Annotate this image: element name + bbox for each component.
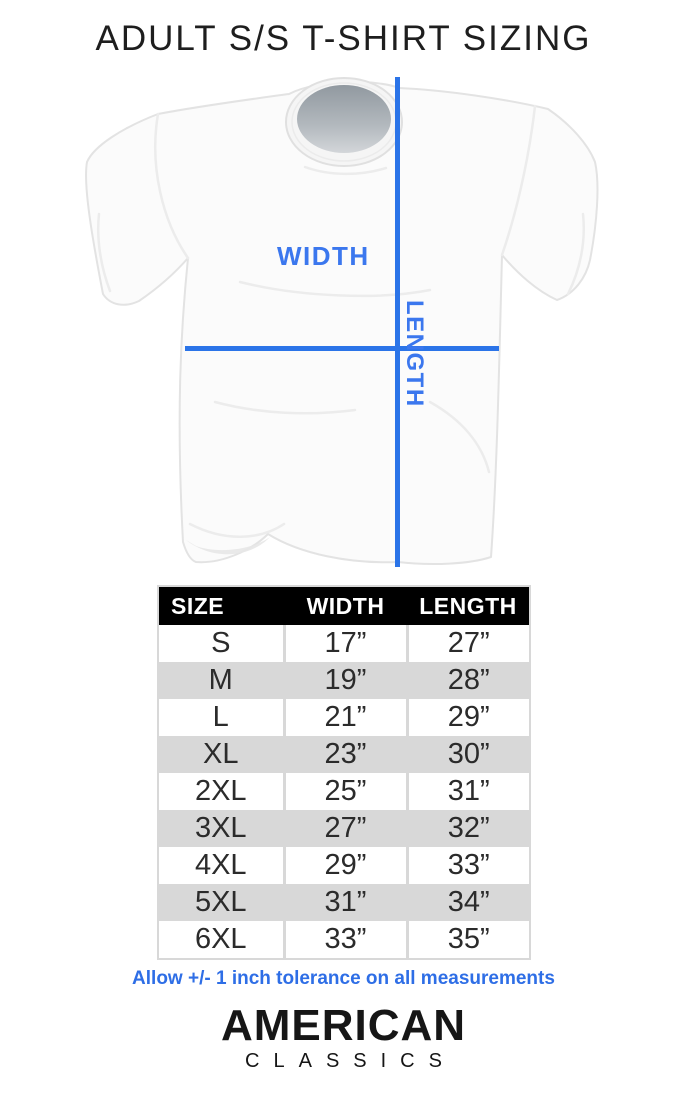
table-row	[158, 662, 530, 699]
length-cell: 35”	[407, 921, 530, 959]
width-cell: 33”	[284, 921, 407, 959]
table-row	[158, 625, 530, 662]
size-cell: 2XL	[194, 775, 247, 807]
length-cell: 33”	[407, 847, 530, 884]
width-measure-line	[185, 346, 499, 351]
length-label: LENGTH	[401, 300, 428, 408]
brand-name: AMERICAN	[220, 1001, 467, 1050]
brand-logo	[0, 1001, 687, 1074]
size-cell: 4XL	[194, 849, 247, 881]
size-cell: L	[212, 701, 229, 733]
header-row	[158, 586, 530, 625]
size-chart-table	[157, 585, 531, 960]
table-row	[158, 921, 530, 959]
width-cell: 21”	[284, 699, 407, 736]
size-cell: M	[208, 664, 233, 696]
column-header-length: LENGTH	[407, 586, 530, 625]
width-cell: 25”	[284, 773, 407, 810]
width-label: WIDTH	[277, 241, 370, 271]
table-row	[158, 884, 530, 921]
tolerance-note: Allow +/- 1 inch tolerance on all measurements	[132, 968, 555, 989]
size-cell: 3XL	[194, 812, 247, 844]
table-row	[158, 736, 530, 773]
size-cell: 5XL	[194, 886, 247, 918]
length-cell: 31”	[407, 773, 530, 810]
page-title: ADULT S/S T-SHIRT SIZING	[95, 19, 592, 58]
width-cell: 27”	[284, 810, 407, 847]
brand-subname: CLASSICS	[245, 1050, 456, 1072]
width-cell: 17”	[284, 625, 407, 662]
width-cell: 31”	[284, 884, 407, 921]
size-chart-header	[158, 586, 530, 625]
tshirt-image	[0, 72, 687, 577]
width-cell: 29”	[284, 847, 407, 884]
size-cell: 6XL	[194, 923, 247, 955]
column-header-size: SIZE	[158, 586, 284, 625]
size-cell: XL	[203, 738, 239, 770]
length-cell: 28”	[407, 662, 530, 699]
size-table-body	[158, 625, 530, 959]
table-row	[158, 773, 530, 810]
length-cell: 29”	[407, 699, 530, 736]
width-cell: 23”	[284, 736, 407, 773]
tshirt-measurement-diagram	[0, 72, 687, 577]
size-cell: S	[211, 627, 231, 659]
width-cell: 19”	[284, 662, 407, 699]
length-cell: 34”	[407, 884, 530, 921]
length-cell: 32”	[407, 810, 530, 847]
column-header-width: WIDTH	[284, 586, 407, 625]
length-cell: 27”	[407, 625, 530, 662]
table-row	[158, 699, 530, 736]
length-cell: 30”	[407, 736, 530, 773]
table-row	[158, 810, 530, 847]
table-row	[158, 847, 530, 884]
